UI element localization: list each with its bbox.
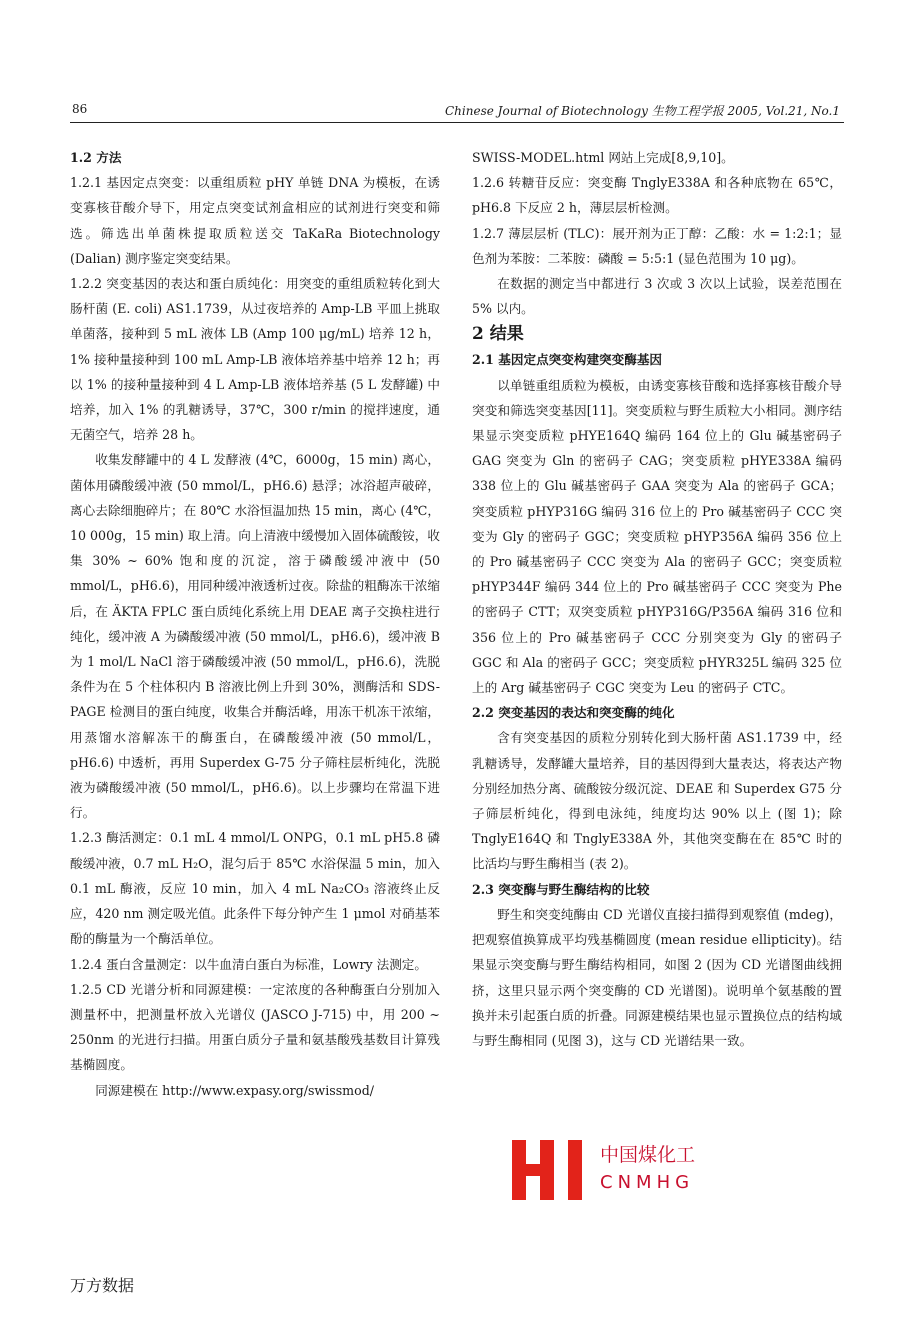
left-column [70, 145, 440, 1103]
para-2-1: 以单链重组质粒为模板，由诱变寡核苷酸和选择寡核苷酸介导突变和筛选突变基因[11]。突变质粒与野生质粒大小相同。测序结果显示突变质粒 pHYE164Q 编码 164 位上的 Glu 碱基密码子 GAG 突变为 Gln 的密码子 CAG；突变质粒 pHYE338A 编码 338 位上的 Glu 碱基密码子 GAA 突变为 Ala 的密码子 GCA；突变质粒 pHYP316G 编码 316 位上的 Pro 碱基密码子 CCC 突变为 Gly 的密码子 GGC；突变质粒 pHYP356A 编码 356 位上的 Pro 碱基密码子 CCC 突变为 Ala 的密码子 GCC；突变质粒 pHYP344F 编码 344 位上的 Pro 碱基密码子 CCC 突变为 Phe 的密码子 CTT；双突变质粒 pHYP316G/P356A 编码 316 位和 356 位上的 Pro 碱基密码子 CCC 分别突变为 Gly 的密码子 GGC 和 Ala 的密码子 GCC；突变质粒 pHYR325L 编码 325 位上的 Arg 碱基密码子 CGC 突变为 Leu 的密码子 CTC。 [472, 377, 842, 696]
running-header [70, 100, 844, 123]
para-1-2-3: 1.2.3 酶活测定：0.1 mL 4 mmol/L ONPG，0.1 mL pH5.8 磷酸缓冲液，0.7 mL H₂O，混匀后于 85℃ 水浴保温 5 min，加入 0.1 mL 酶液，反应 10 min，加入 4 mL Na₂CO₃ 溶液终止反应，420 nm 测定吸光值。此条件下每分钟产生 1 μmol 对硝基苯酚的酶量为一个酶活单位。 [70, 830, 440, 947]
para-1-2-2: 1.2.2 突变基因的表达和蛋白质纯化：用突变的重组质粒转化到大肠杆菌 (E. coli) AS1.1739，从过夜培养的 Amp-LB 平皿上挑取单菌落，接种到 5 mL 液体 LB (Amp 100 μg/mL) 培养 12 h，1% 接种量接种到 100 mL Amp-LB 液体培养基中培养 12 h；再以 1% 的接种量接种到 4 L Amp-LB 液体培养基 (5 L 发酵罐) 中培养，加入 1% 的乳糖诱导，37℃，300 r/min 的搅拌速度，通无菌空气，培养 28 h。 [70, 276, 440, 443]
section-2-3-heading: 2.3 突变酶与野生酶结构的比较 [472, 881, 650, 897]
page-number: 86 [72, 102, 88, 116]
watermark-mh-mark [508, 1140, 592, 1200]
section-2-2-heading: 2.2 突变基因的表达和突变酶的纯化 [472, 705, 675, 721]
para-1-2-7: 1.2.7 薄层层析 (TLC)：展开剂为正丁醇：乙酸：水 = 1:2:1；显色剂为苯胺：二苯胺：磷酸 = 5:5:1 (显色范围为 10 μg)。 [472, 225, 842, 266]
para-1-2-6: 1.2.6 转糖苷反应：突变酶 TnglyE338A 和各种底物在 65℃，pH6.8 下反应 2 h，薄层层析检测。 [472, 175, 842, 216]
para-1-2-5-cont: 同源建模在 http://www.expasy.org/swissmod/ [95, 1082, 374, 1098]
journal-title: Chinese Journal of Biotechnology 生物工程学报 2005, Vol.21, No.1 [445, 104, 840, 118]
para-swiss-model: SWISS-MODEL.html 网站上完成[8,9,10]。 [472, 150, 734, 165]
para-data-note: 在数据的测定当中都进行 3 次或 3 次以上试验，误差范围在 5% 以内。 [472, 276, 842, 317]
watermark-cn-text: 中国煤化工 [600, 1144, 696, 1166]
right-column [472, 145, 842, 1053]
para-2-3: 野生和突变纯酶由 CD 光谱仪直接扫描得到观察值 (mdeg)，把观察值换算成平均残基椭圆度 (mean residue ellipticity)。结果显示突变酶与野生酶结构相同，如图 2 (因为 CD 光谱图曲线拥挤，这里只显示两个突变酶的 CD 光谱图)。说明单个氨基酸的置换并未引起蛋白质的折叠。同源建模结果也显示置换位点的结构域与野生酶相同 (见图 3)，这与 CD 光谱结果一致。 [472, 906, 842, 1048]
para-1-2-5: 1.2.5 CD 光谱分析和同源建模：一定浓度的各种酶蛋白分别加入测量杯中，把测量杯放入光谱仪 (JASCO J-715) 中，用 200 ~ 250nm 的光进行扫描。用蛋白质分子量和氨基酸残基数目计算残基椭圆度。 [70, 981, 440, 1073]
para-1-2-2-cont: 收集发酵罐中的 4 L 发酵液 (4℃，6000g，15 min) 离心，菌体用磷酸缓冲液 (50 mmol/L，pH6.6) 悬浮；冰浴超声破碎，离心去除细胞碎片；在 80℃ 水浴恒温加热 15 min，离心 (4℃，10 000g，15 min) 取上清。向上清液中缓慢加入固体硫酸铵，收集 30% ~ 60% 饱和度的沉淀，溶于磷酸缓冲液中 (50 mmol/L，pH6.6)，用同种缓冲液透析过夜。除盐的粗酶冻干浓缩后，在 ÄKTA FPLC 蛋白质纯化系统上用 DEAE 离子交换柱进行纯化，缓冲液 A 为磷酸缓冲液 (50 mmol/L，pH6.6)，缓冲液 B 为 1 mol/L NaCl 溶于磷酸缓冲液 (50 mmol/L，pH6.6)，洗脱条件为在 5 个柱体积内 B 溶液比例上升到 30%，测酶活和 SDS-PAGE 检测目的蛋白纯度，收集合并酶活峰，用冻干机冻干浓缩，用蒸馏水溶解冻干的酶蛋白，在磷酸缓冲液 (50 mmol/L，pH6.6) 中透析，再用 Superdex G-75 分子筛柱层析纯化，洗脱液为磷酸缓冲液 (50 mmol/L，pH6.6)。以上步骤均在常温下进行。 [70, 452, 440, 821]
para-2-2: 含有突变基因的质粒分别转化到大肠杆菌 AS1.1739 中，经乳糖诱导，发酵罐大量培养，目的基因得到大量表达，将表达产物分别经加热分离、硫酸铵分级沉淀、DEAE 和 Superdex G75 分子筛层析纯化，得到电泳纯，纯度均达 90% 以上 (图 1)；除 TnglyE164Q 和 TnglyE338A 外，其他突变酶在在 85℃ 时的比活均与野生酶相当 (表 2)。 [472, 730, 842, 872]
para-1-2-4: 1.2.4 蛋白含量测定：以牛血清白蛋白为标准，Lowry 法测定。 [70, 956, 427, 972]
para-1-2-1: 1.2.1 基因定点突变：以重组质粒 pHY 单链 DNA 为模板，在诱变寡核苷酸介导下，用定点突变试剂盒相应的试剂进行突变和筛选。筛选出单菌株提取质粒送交 TaKaRa Biotechnology (Dalian) 测序鉴定突变结果。 [70, 175, 440, 266]
section-2-1-heading: 2.1 基因定点突变构建突变酶基因 [472, 352, 663, 368]
section-2-heading: 2 结果 [472, 324, 524, 345]
watermark-logo [508, 1140, 708, 1210]
footer-source: 万方数据 [70, 1276, 135, 1295]
watermark-en-text: CNMHG [600, 1172, 695, 1193]
section-1-2-heading: 1.2 方法 [70, 150, 122, 165]
